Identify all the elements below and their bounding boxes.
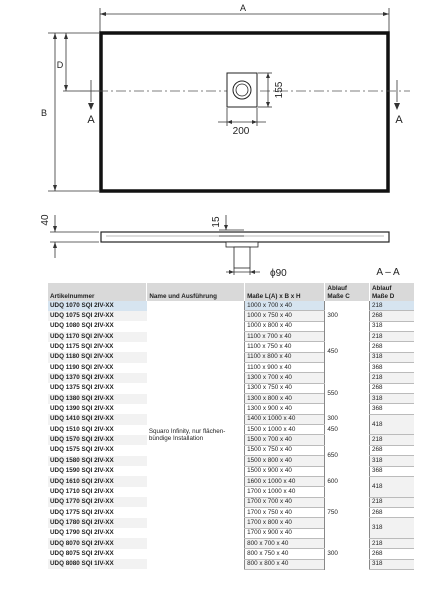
drain-c-cell: 300 xyxy=(325,414,370,424)
drain-d-cell: 318 xyxy=(369,456,414,466)
drain-d-cell: 218 xyxy=(369,373,414,383)
article-number: UDQ 8075 SQI 2IV-XX xyxy=(48,549,147,559)
drain-c-cell: 300 xyxy=(325,538,370,569)
dims-cell: 1100 x 800 x 40 xyxy=(245,352,325,362)
dims-cell: 1700 x 1000 x 40 xyxy=(245,487,325,497)
dim-200-label: 200 xyxy=(232,126,250,137)
drain-c-cell: 450 xyxy=(325,425,370,435)
article-table xyxy=(48,283,414,570)
dims-cell: 1000 x 750 x 40 xyxy=(245,311,325,321)
dim-d-label: D xyxy=(56,60,64,70)
article-number: UDQ 1590 SQI 2IV-XX xyxy=(48,466,147,476)
drain-d-cell: 318 xyxy=(369,394,414,404)
drain-d-cell: 268 xyxy=(369,342,414,352)
drain-d-cell: 268 xyxy=(369,383,414,393)
shower-tray-top-view xyxy=(101,33,388,191)
drain-c-cell: 300 xyxy=(325,301,370,332)
header-drain-d: Ablauf Maße D xyxy=(369,283,414,301)
article-number: UDQ 1370 SQI 2IV-XX xyxy=(48,373,147,383)
drain-c-cell: 600 xyxy=(325,476,370,486)
article-number: UDQ 8070 SQI 2IV-XX xyxy=(48,538,147,548)
drain-d-cell: 268 xyxy=(369,507,414,517)
article-number: UDQ 1610 SQI 2IV-XX xyxy=(48,476,147,486)
drain-box xyxy=(227,73,257,107)
article-number: UDQ 1070 SQI 2IV-XX xyxy=(48,301,147,311)
section-label: A – A xyxy=(376,267,400,278)
header-name: Name und Ausführung xyxy=(147,283,245,301)
drain-d-cell: 218 xyxy=(369,538,414,548)
drain-d-cell: 268 xyxy=(369,311,414,321)
dims-cell: 1500 x 750 x 40 xyxy=(245,445,325,455)
dims-cell: 1100 x 900 x 40 xyxy=(245,363,325,373)
article-number: UDQ 1710 SQI 2IV-XX xyxy=(48,487,147,497)
shower-tray-section-view xyxy=(101,232,389,242)
dims-cell: 1000 x 700 x 40 xyxy=(245,301,325,311)
header-drain-c: Ablauf Maße C xyxy=(325,283,370,301)
dims-cell: 1300 x 900 x 40 xyxy=(245,404,325,414)
article-number: UDQ 1510 SQI 2IV-XX xyxy=(48,425,147,435)
dim-155-label: 155 xyxy=(274,81,285,99)
article-number: UDQ 1075 SQI 2IV-XX xyxy=(48,311,147,321)
dims-cell: 1500 x 800 x 40 xyxy=(245,456,325,466)
article-number: UDQ 1170 SQI 2IV-XX xyxy=(48,332,147,342)
dims-cell: 1000 x 800 x 40 xyxy=(245,321,325,331)
table-row xyxy=(48,301,414,311)
drain-d-cell: 268 xyxy=(369,445,414,455)
dims-cell: 1300 x 750 x 40 xyxy=(245,383,325,393)
dims-cell: 1100 x 700 x 40 xyxy=(245,332,325,342)
description-cell: Squaro Infinity, nur flächen- bündige Installation xyxy=(147,301,245,569)
dim-a-label: A xyxy=(239,3,247,13)
section-mark-left: A xyxy=(87,114,95,126)
drain-c-cell: 550 xyxy=(325,373,370,414)
dims-cell: 1500 x 1000 x 40 xyxy=(245,425,325,435)
article-number: UDQ 1570 SQI 2IV-XX xyxy=(48,435,147,445)
article-number: UDQ 1380 SQI 2IV-XX xyxy=(48,394,147,404)
article-number: UDQ 1190 SQI 2IV-XX xyxy=(48,363,147,373)
drain-d-cell: 368 xyxy=(369,466,414,476)
drain-section xyxy=(226,242,258,247)
drain-d-cell: 318 xyxy=(369,559,414,569)
article-number: UDQ 1780 SQI 2IV-XX xyxy=(48,518,147,528)
dims-cell: 1700 x 700 x 40 xyxy=(245,497,325,507)
article-number: UDQ 1580 SQI 2IV-XX xyxy=(48,456,147,466)
drain-d-cell: 318 xyxy=(369,518,414,539)
drain-d-cell: 218 xyxy=(369,497,414,507)
dims-cell: 800 x 800 x 40 xyxy=(245,559,325,569)
drain-d-cell: 318 xyxy=(369,321,414,331)
dims-cell: 1100 x 750 x 40 xyxy=(245,342,325,352)
dims-cell: 800 x 750 x 40 xyxy=(245,549,325,559)
drain-d-cell: 218 xyxy=(369,435,414,445)
article-number: UDQ 1790 SQI 2IV-XX xyxy=(48,528,147,538)
drain-d-cell: 218 xyxy=(369,332,414,342)
dims-cell: 1500 x 900 x 40 xyxy=(245,466,325,476)
drain-d-cell: 318 xyxy=(369,352,414,362)
article-number: UDQ 1575 SQI 2IV-XX xyxy=(48,445,147,455)
dims-cell: 1300 x 700 x 40 xyxy=(245,373,325,383)
dim-15-label: 15 xyxy=(211,216,222,228)
drain-d-cell: 218 xyxy=(369,301,414,311)
drain-c-cell: 450 xyxy=(325,332,370,373)
header-dims: Maße L(A) x B x H xyxy=(245,283,325,301)
dims-cell: 1600 x 1000 x 40 xyxy=(245,476,325,486)
dims-cell: 1400 x 1000 x 40 xyxy=(245,414,325,424)
section-mark-right: A xyxy=(395,114,403,126)
dim-40-label: 40 xyxy=(40,214,51,226)
dims-cell: 1300 x 800 x 40 xyxy=(245,394,325,404)
drain-c-cell: 750 xyxy=(325,487,370,539)
drain-d-cell: 268 xyxy=(369,549,414,559)
dim-phi90-label: ϕ90 xyxy=(270,268,287,279)
article-number: UDQ 1410 SQI 2IV-XX xyxy=(48,414,147,424)
header-article: Artikelnummer xyxy=(48,283,147,301)
drain-d-cell: 368 xyxy=(369,363,414,373)
dims-cell: 800 x 700 x 40 xyxy=(245,538,325,548)
drain-d-cell: 368 xyxy=(369,404,414,414)
drain-pipe xyxy=(234,247,250,268)
article-number: UDQ 1175 SQI 2IV-XX xyxy=(48,342,147,352)
table-header-row xyxy=(48,283,414,301)
technical-drawing xyxy=(0,0,422,282)
dims-cell: 1700 x 750 x 40 xyxy=(245,507,325,517)
article-number: UDQ 8080 SQI 1IV-XX xyxy=(48,559,147,569)
dims-cell: 1700 x 800 x 40 xyxy=(245,518,325,528)
dims-cell: 1500 x 700 x 40 xyxy=(245,435,325,445)
article-number: UDQ 1775 SQI 2IV-XX xyxy=(48,507,147,517)
dim-b-label: B xyxy=(40,108,48,118)
article-number: UDQ 1180 SQI 2IV-XX xyxy=(48,352,147,362)
dims-cell: 1700 x 900 x 40 xyxy=(245,528,325,538)
drain-d-cell: 418 xyxy=(369,414,414,435)
article-number: UDQ 1390 SQI 2IV-XX xyxy=(48,404,147,414)
article-number: UDQ 1080 SQI 2IV-XX xyxy=(48,321,147,331)
drain-c-cell: 650 xyxy=(325,435,370,476)
article-number: UDQ 1375 SQI 2IV-XX xyxy=(48,383,147,393)
article-number: UDQ 1770 SQI 2IV-XX xyxy=(48,497,147,507)
drain-d-cell: 418 xyxy=(369,476,414,497)
